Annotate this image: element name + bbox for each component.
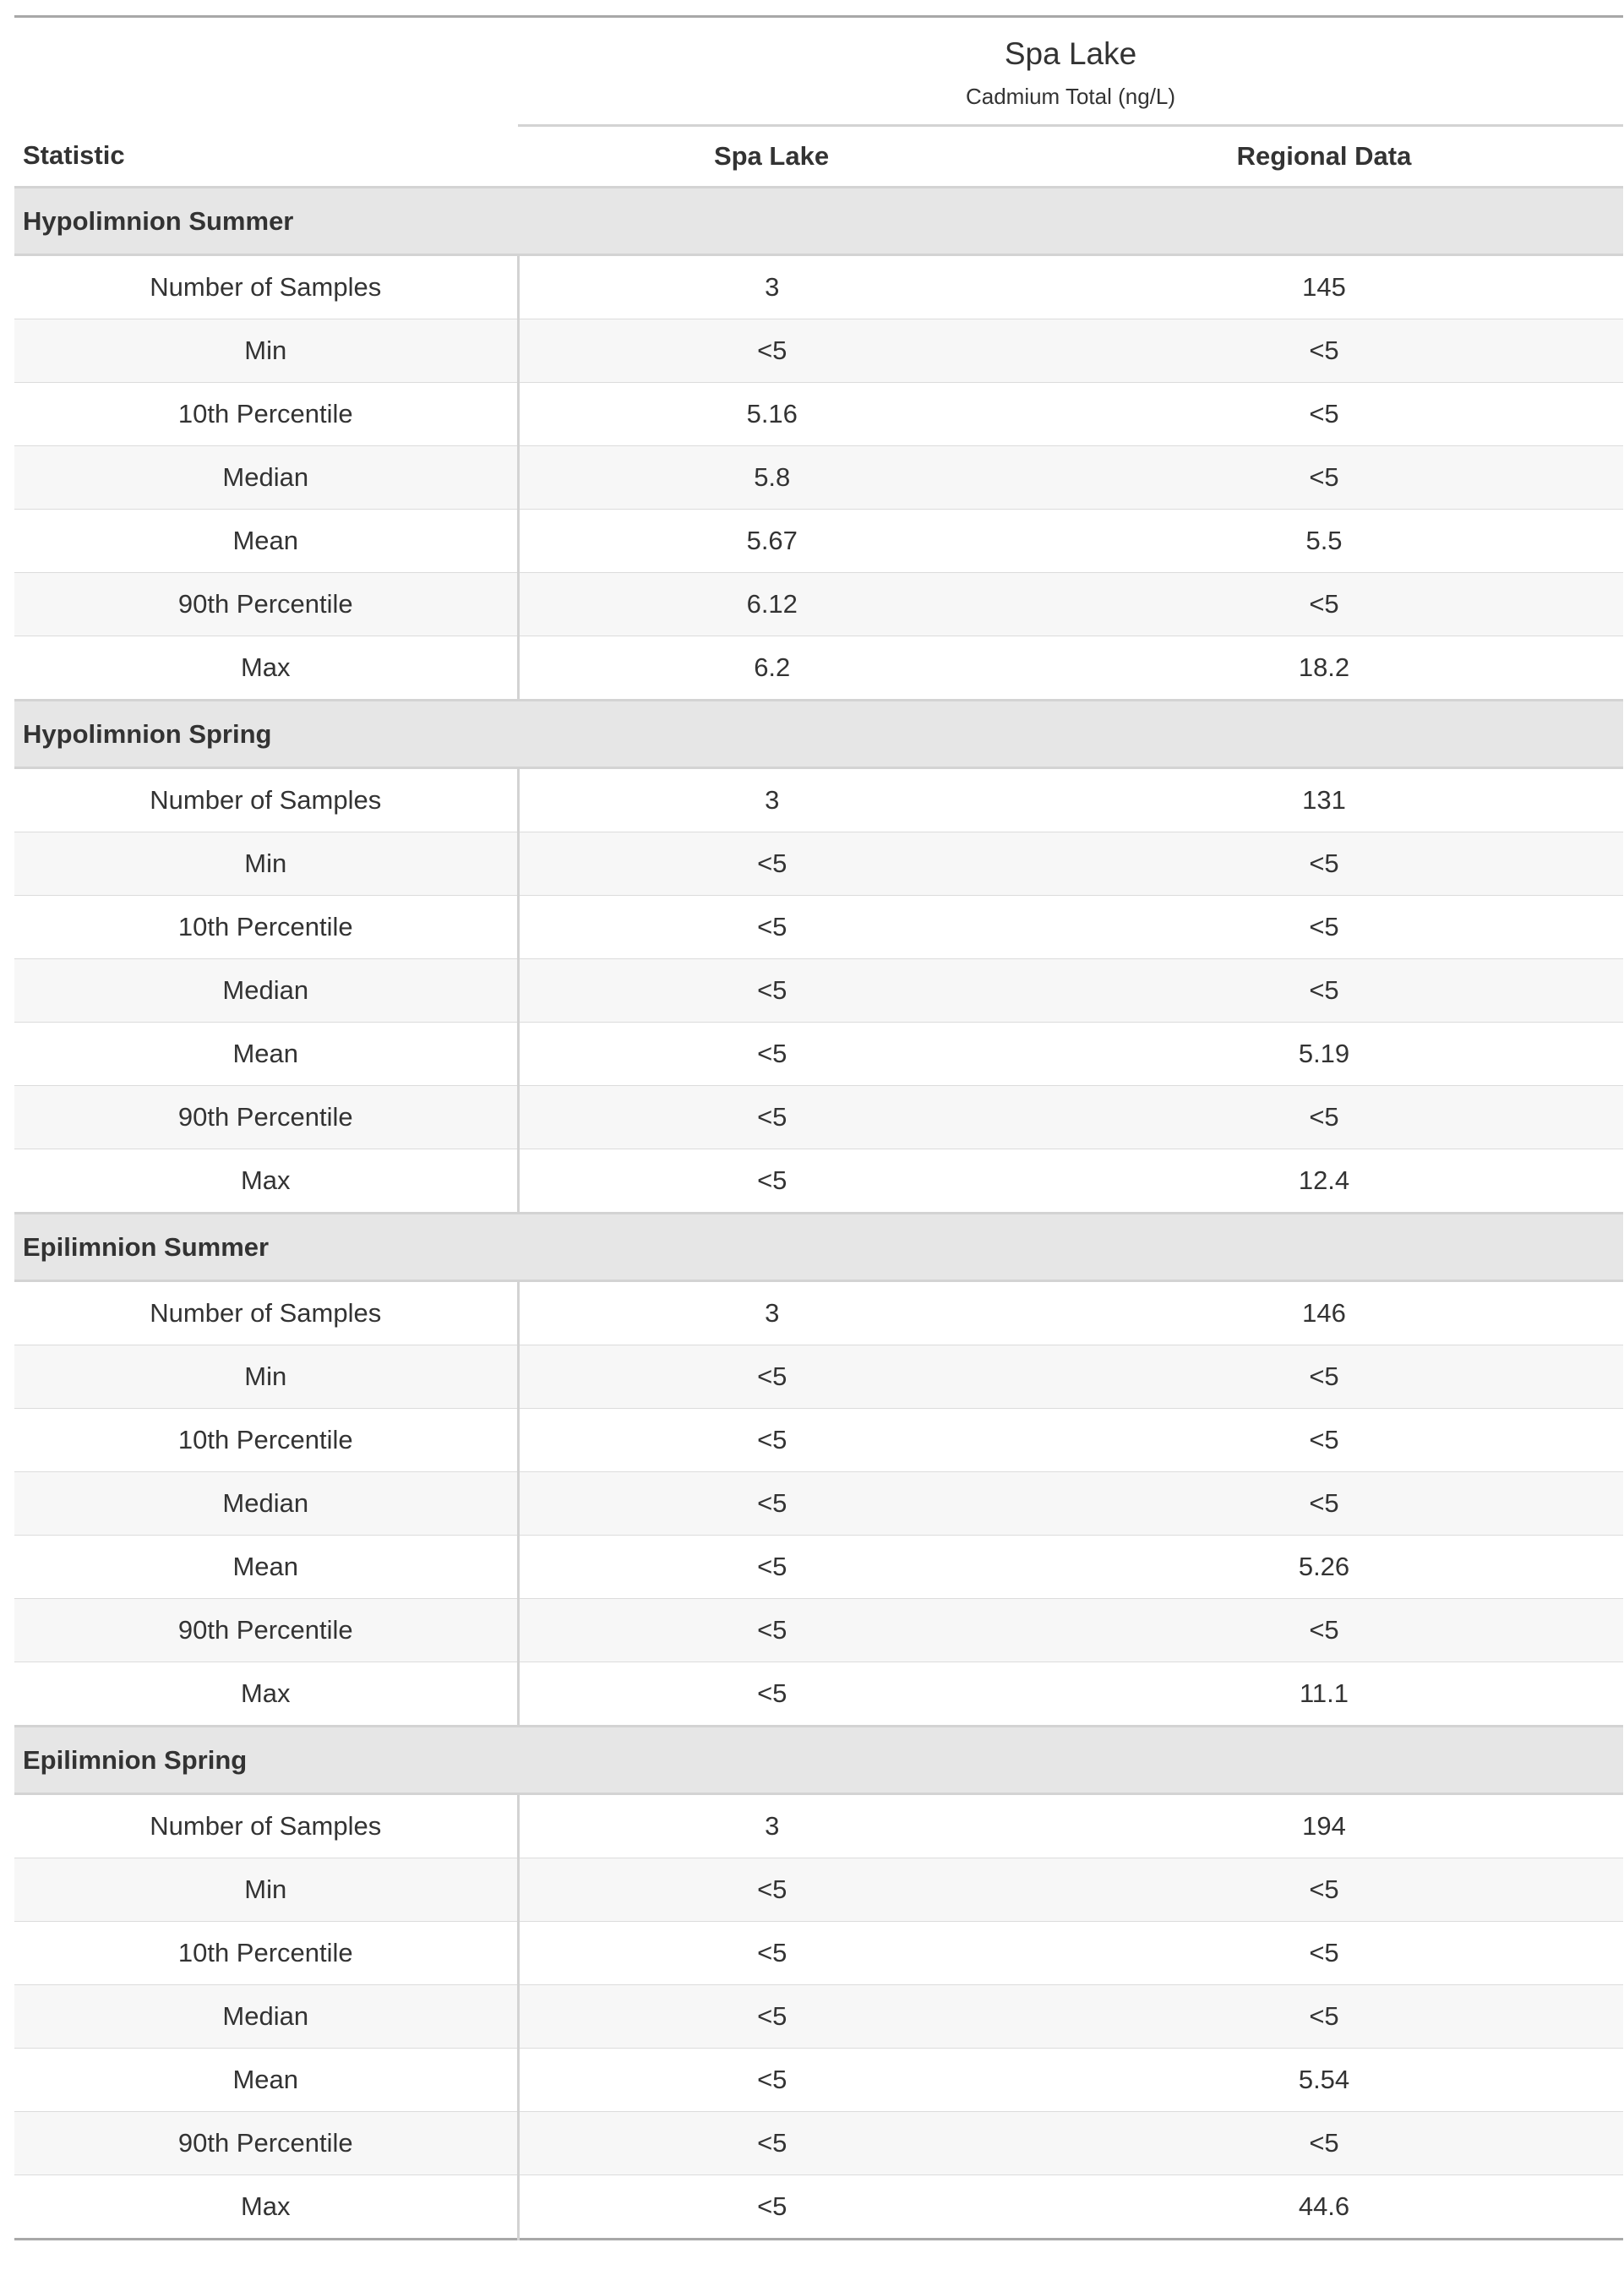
column-header-row bbox=[14, 126, 1623, 188]
statistic-cell: Min bbox=[14, 1345, 518, 1409]
statistic-cell: Median bbox=[14, 959, 518, 1023]
group-row bbox=[14, 701, 1623, 768]
table-row bbox=[14, 1472, 1623, 1536]
table-row bbox=[14, 636, 1623, 701]
regional-value: <5 bbox=[1025, 1922, 1623, 1985]
table-row bbox=[14, 1345, 1623, 1409]
regional-value: 11.1 bbox=[1025, 1662, 1623, 1727]
title-stub-blank bbox=[14, 17, 518, 126]
spa-lake-value: <5 bbox=[518, 1149, 1025, 1214]
statistic-cell: 90th Percentile bbox=[14, 573, 518, 636]
table-row bbox=[14, 1794, 1623, 1858]
statistic-cell: Number of Samples bbox=[14, 768, 518, 832]
regional-value: 145 bbox=[1025, 255, 1623, 319]
regional-value: <5 bbox=[1025, 319, 1623, 383]
regional-value: <5 bbox=[1025, 383, 1623, 446]
table-row bbox=[14, 383, 1623, 446]
regional-value: <5 bbox=[1025, 896, 1623, 959]
spa-lake-value: <5 bbox=[518, 2175, 1025, 2240]
title-row bbox=[14, 17, 1623, 126]
spa-lake-value: 3 bbox=[518, 1281, 1025, 1345]
table-row bbox=[14, 959, 1623, 1023]
statistic-cell: Max bbox=[14, 1149, 518, 1214]
statistic-cell: 10th Percentile bbox=[14, 896, 518, 959]
table-row bbox=[14, 255, 1623, 319]
statistic-cell: Median bbox=[14, 1985, 518, 2049]
statistic-cell: Max bbox=[14, 636, 518, 701]
table-title: Spa Lake bbox=[1004, 35, 1137, 71]
group-label: Epilimnion Spring bbox=[14, 1727, 1623, 1794]
spa-lake-value: <5 bbox=[518, 1599, 1025, 1662]
regional-value: <5 bbox=[1025, 1858, 1623, 1922]
spa-lake-value: 5.67 bbox=[518, 510, 1025, 573]
regional-value: <5 bbox=[1025, 1472, 1623, 1536]
table-row bbox=[14, 1536, 1623, 1599]
group-row bbox=[14, 1214, 1623, 1281]
spa-lake-value: <5 bbox=[518, 1345, 1025, 1409]
statistic-cell: Mean bbox=[14, 2049, 518, 2112]
regional-value: 194 bbox=[1025, 1794, 1623, 1858]
regional-value: 12.4 bbox=[1025, 1149, 1623, 1214]
regional-value: 5.54 bbox=[1025, 2049, 1623, 2112]
spa-lake-value: <5 bbox=[518, 959, 1025, 1023]
spa-lake-value: 6.12 bbox=[518, 573, 1025, 636]
table-row bbox=[14, 573, 1623, 636]
statistic-cell: Min bbox=[14, 1858, 518, 1922]
spa-lake-value: <5 bbox=[518, 1409, 1025, 1472]
spa-lake-value: 6.2 bbox=[518, 636, 1025, 701]
table-row bbox=[14, 446, 1623, 510]
spa-lake-value: <5 bbox=[518, 896, 1025, 959]
table-row bbox=[14, 832, 1623, 896]
statistic-cell: 90th Percentile bbox=[14, 1086, 518, 1149]
regional-value: <5 bbox=[1025, 1345, 1623, 1409]
table-row bbox=[14, 2049, 1623, 2112]
regional-value: 18.2 bbox=[1025, 636, 1623, 701]
regional-value: 5.5 bbox=[1025, 510, 1623, 573]
group-label: Hypolimnion Spring bbox=[14, 701, 1623, 768]
regional-value: <5 bbox=[1025, 959, 1623, 1023]
table-row bbox=[14, 2112, 1623, 2175]
table-body bbox=[14, 188, 1623, 2240]
table-row bbox=[14, 1858, 1623, 1922]
spa-lake-value: <5 bbox=[518, 1536, 1025, 1599]
statistic-cell: Max bbox=[14, 2175, 518, 2240]
table-row bbox=[14, 510, 1623, 573]
statistic-cell: 10th Percentile bbox=[14, 383, 518, 446]
table-row bbox=[14, 1409, 1623, 1472]
statistic-cell: Min bbox=[14, 832, 518, 896]
spa-lake-value: 3 bbox=[518, 255, 1025, 319]
table-row bbox=[14, 1023, 1623, 1086]
table-header bbox=[14, 17, 1623, 188]
regional-value: <5 bbox=[1025, 1985, 1623, 2049]
regional-value: 44.6 bbox=[1025, 2175, 1623, 2240]
regional-value: <5 bbox=[1025, 832, 1623, 896]
table-row bbox=[14, 768, 1623, 832]
group-label: Hypolimnion Summer bbox=[14, 188, 1623, 255]
regional-value: <5 bbox=[1025, 446, 1623, 510]
table-row bbox=[14, 1662, 1623, 1727]
spa-lake-value: <5 bbox=[518, 1922, 1025, 1985]
statistic-cell: Mean bbox=[14, 1536, 518, 1599]
spa-lake-value: <5 bbox=[518, 319, 1025, 383]
column-header-statistic: Statistic bbox=[14, 126, 518, 188]
regional-value: 131 bbox=[1025, 768, 1623, 832]
spa-lake-value: <5 bbox=[518, 832, 1025, 896]
statistic-cell: Number of Samples bbox=[14, 1281, 518, 1345]
table-subtitle: Cadmium Total (ng/L) bbox=[965, 83, 1176, 109]
statistic-cell: 90th Percentile bbox=[14, 1599, 518, 1662]
group-row bbox=[14, 1727, 1623, 1794]
table-row bbox=[14, 2175, 1623, 2240]
regional-value: <5 bbox=[1025, 1599, 1623, 1662]
statistic-cell: Mean bbox=[14, 510, 518, 573]
table-row bbox=[14, 1985, 1623, 2049]
summary-statistics-table bbox=[14, 15, 1623, 2240]
table-row bbox=[14, 1086, 1623, 1149]
spa-lake-value: 3 bbox=[518, 1794, 1025, 1858]
spa-lake-value: <5 bbox=[518, 1985, 1025, 2049]
spa-lake-value: <5 bbox=[518, 2112, 1025, 2175]
group-label: Epilimnion Summer bbox=[14, 1214, 1623, 1281]
spa-lake-value: <5 bbox=[518, 1472, 1025, 1536]
group-row bbox=[14, 188, 1623, 255]
spa-lake-value: <5 bbox=[518, 2049, 1025, 2112]
spa-lake-value: <5 bbox=[518, 1858, 1025, 1922]
regional-value: <5 bbox=[1025, 1086, 1623, 1149]
spa-lake-value: 5.8 bbox=[518, 446, 1025, 510]
statistic-cell: 10th Percentile bbox=[14, 1409, 518, 1472]
statistic-cell: Max bbox=[14, 1662, 518, 1727]
spa-lake-value: 5.16 bbox=[518, 383, 1025, 446]
table-row bbox=[14, 1149, 1623, 1214]
statistic-cell: Median bbox=[14, 446, 518, 510]
table-row bbox=[14, 896, 1623, 959]
regional-value: 5.26 bbox=[1025, 1536, 1623, 1599]
regional-value: 5.19 bbox=[1025, 1023, 1623, 1086]
table-title-cell bbox=[518, 17, 1623, 126]
spa-lake-value: <5 bbox=[518, 1086, 1025, 1149]
summary-table-container bbox=[14, 15, 1623, 2240]
table-row bbox=[14, 1281, 1623, 1345]
table-row bbox=[14, 1599, 1623, 1662]
table-row bbox=[14, 319, 1623, 383]
statistic-cell: Median bbox=[14, 1472, 518, 1536]
regional-value: 146 bbox=[1025, 1281, 1623, 1345]
spa-lake-value: 3 bbox=[518, 768, 1025, 832]
statistic-cell: Number of Samples bbox=[14, 1794, 518, 1858]
statistic-cell: Mean bbox=[14, 1023, 518, 1086]
column-header-regional-data: Regional Data bbox=[1025, 126, 1623, 188]
regional-value: <5 bbox=[1025, 573, 1623, 636]
statistic-cell: 90th Percentile bbox=[14, 2112, 518, 2175]
spa-lake-value: <5 bbox=[518, 1023, 1025, 1086]
statistic-cell: Min bbox=[14, 319, 518, 383]
regional-value: <5 bbox=[1025, 1409, 1623, 1472]
spa-lake-value: <5 bbox=[518, 1662, 1025, 1727]
regional-value: <5 bbox=[1025, 2112, 1623, 2175]
table-row bbox=[14, 1922, 1623, 1985]
column-header-spa-lake: Spa Lake bbox=[518, 126, 1025, 188]
statistic-cell: Number of Samples bbox=[14, 255, 518, 319]
statistic-cell: 10th Percentile bbox=[14, 1922, 518, 1985]
